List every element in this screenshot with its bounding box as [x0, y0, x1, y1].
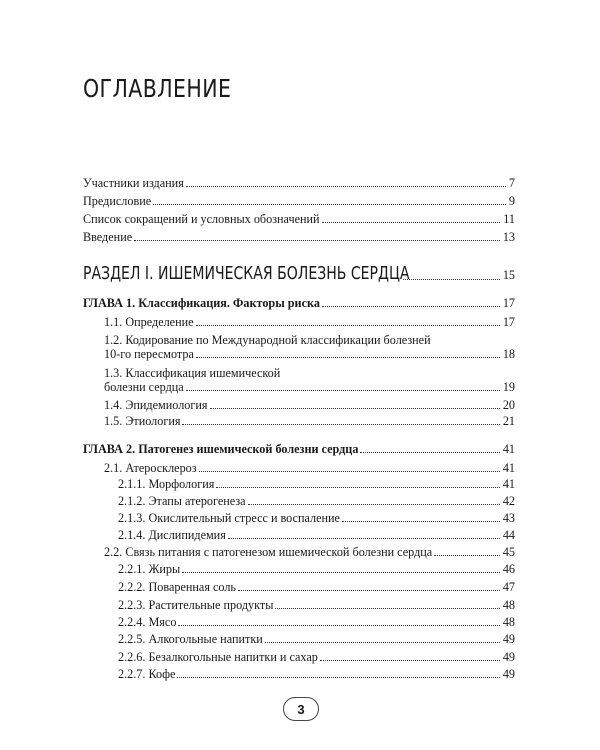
section-heading[interactable] — [83, 263, 515, 284]
toc-entry[interactable] — [118, 477, 515, 491]
toc-entry-label: Список сокращений и условных обозначений — [83, 212, 320, 226]
section-heading-label: РАЗДЕЛ I. ИШЕМИЧЕСКАЯ БОЛЕЗНЬ СЕРДЦА — [83, 263, 410, 284]
toc-entry-label: 1.5. Этиология — [104, 414, 181, 428]
dot-leader — [196, 325, 500, 326]
dot-leader — [186, 390, 500, 391]
toc-entry[interactable] — [104, 315, 515, 329]
toc-entry[interactable] — [104, 347, 515, 361]
toc-entry[interactable] — [118, 562, 515, 576]
dot-leader — [134, 240, 500, 241]
toc-entry-label: Введение — [83, 230, 133, 244]
toc-entry-label: 1.1. Определение — [104, 315, 194, 329]
chapter-heading[interactable] — [83, 296, 515, 310]
toc-entry-label-line1[interactable]: 1.2. Кодирование по Международной классификации болезней — [104, 333, 431, 347]
toc-entry-page: 7 — [508, 176, 515, 190]
toc-entry-label: 2.2.5. Алкогольные напитки — [118, 632, 263, 646]
chapter-prefix: ГЛАВА 2. — [83, 442, 136, 456]
chapter-heading-label — [83, 442, 358, 456]
chapter-heading-page: 41 — [502, 442, 515, 456]
toc-entry-page: 18 — [502, 347, 515, 361]
toc-entry[interactable] — [83, 230, 515, 244]
dot-leader — [434, 555, 500, 556]
toc-entry[interactable] — [118, 650, 515, 664]
toc-entry-label: 2.1.2. Этапы атерогенеза — [118, 494, 246, 508]
dot-leader — [199, 471, 500, 472]
toc-entry-page: 9 — [508, 194, 515, 208]
toc-entry-label: 2.2.4. Мясо — [118, 615, 177, 629]
section-heading-page: 15 — [502, 268, 515, 282]
toc-entry-label: 2.1. Атеросклероз — [104, 461, 197, 475]
chapter-title: Патогенез ишемической болезни сердца — [138, 442, 359, 456]
toc-entry[interactable] — [118, 580, 515, 594]
toc-entry[interactable] — [83, 194, 515, 208]
dot-leader — [182, 424, 499, 425]
dot-leader — [322, 306, 500, 307]
toc-entry-page: 43 — [502, 511, 515, 525]
dot-leader — [275, 608, 499, 609]
dot-leader — [265, 642, 500, 643]
toc-entry-page: 46 — [502, 562, 515, 576]
toc-entry[interactable] — [118, 615, 515, 629]
dot-leader — [320, 660, 500, 661]
dot-leader — [403, 279, 500, 280]
toc-entry-page: 17 — [502, 315, 515, 329]
dot-leader — [238, 590, 500, 591]
toc-entry-label: 2.2.3. Растительные продукты — [118, 598, 274, 612]
toc-entry-page: 20 — [502, 398, 515, 412]
toc-entry-page: 48 — [502, 598, 515, 612]
toc-entry[interactable] — [104, 398, 515, 412]
toc-entry[interactable] — [83, 212, 515, 226]
toc-entry[interactable] — [104, 380, 515, 394]
dot-leader — [210, 408, 500, 409]
toc-entry-label: Участники издания — [83, 176, 184, 190]
toc-entry[interactable] — [104, 414, 515, 428]
toc-entry-label-line2: болезни сердца — [104, 380, 184, 394]
toc-entry-page: 45 — [502, 545, 515, 559]
chapter-heading-page: 17 — [502, 296, 515, 310]
toc-entry-label-line1[interactable]: 1.3. Классификация ишемической — [104, 366, 281, 380]
dot-leader — [196, 357, 500, 358]
toc-entry-label: Предисловие — [83, 194, 152, 208]
chapter-title: Классификация. Факторы риска — [138, 296, 320, 310]
toc-entry-page: 19 — [502, 380, 515, 394]
toc-entry-page: 49 — [502, 650, 515, 664]
toc-entry-page: 41 — [502, 477, 515, 491]
dot-leader — [248, 504, 500, 505]
toc-entry[interactable] — [118, 667, 515, 681]
dot-leader — [182, 572, 500, 573]
page-number-badge: 3 — [283, 697, 319, 721]
toc-entry-page: 48 — [502, 615, 515, 629]
dot-leader — [228, 538, 500, 539]
toc-entry[interactable] — [118, 511, 515, 525]
toc-entry-page: 42 — [502, 494, 515, 508]
toc-entry[interactable] — [104, 461, 515, 475]
dot-leader — [322, 222, 501, 223]
toc-entry-label-line2: 10-го пересмотра — [104, 347, 194, 361]
dot-leader — [216, 487, 499, 488]
toc-entry-page: 11 — [503, 212, 515, 226]
toc-entry-label: 2.2.2. Поваренная соль — [118, 580, 236, 594]
dot-leader — [186, 186, 506, 187]
toc-entry-page: 49 — [502, 632, 515, 646]
toc-entry[interactable] — [118, 528, 515, 542]
toc-entry-page: 13 — [502, 230, 515, 244]
toc-entry[interactable] — [104, 545, 515, 559]
dot-leader — [177, 677, 499, 678]
dot-leader — [342, 521, 500, 522]
toc-entry-label: 2.2. Связь питания с патогенезом ишемической болезни сердца — [104, 545, 433, 559]
chapter-heading-label — [83, 296, 320, 310]
dot-leader — [360, 452, 499, 453]
toc-entry-page: 47 — [502, 580, 515, 594]
toc-entry-label: 1.4. Эпидемиология — [104, 398, 208, 412]
toc-entry-label: 2.2.6. Безалкогольные напитки и сахар — [118, 650, 318, 664]
dot-leader — [178, 625, 499, 626]
toc-entry[interactable] — [118, 598, 515, 612]
chapter-heading[interactable] — [83, 442, 515, 456]
toc-entry[interactable] — [118, 494, 515, 508]
toc-entry[interactable] — [118, 632, 515, 646]
toc-entry-page: 41 — [502, 461, 515, 475]
toc-entry-label: 2.1.1. Морфология — [118, 477, 215, 491]
toc-entry-page: 49 — [502, 667, 515, 681]
toc-entry-label: 2.2.1. Жиры — [118, 562, 181, 576]
toc-entry[interactable] — [83, 176, 515, 190]
page-title: ОГЛАВЛЕНИЕ — [83, 74, 232, 103]
dot-leader — [153, 204, 506, 205]
toc-entry-page: 21 — [502, 414, 515, 428]
toc-entry-label: 2.1.3. Окислительный стресс и воспаление — [118, 511, 340, 525]
toc-entry-page: 44 — [502, 528, 515, 542]
toc-entry-label: 2.2.7. Кофе — [118, 667, 176, 681]
toc-entry-label: 2.1.4. Дислипидемия — [118, 528, 226, 542]
chapter-prefix: ГЛАВА 1. — [83, 296, 136, 310]
